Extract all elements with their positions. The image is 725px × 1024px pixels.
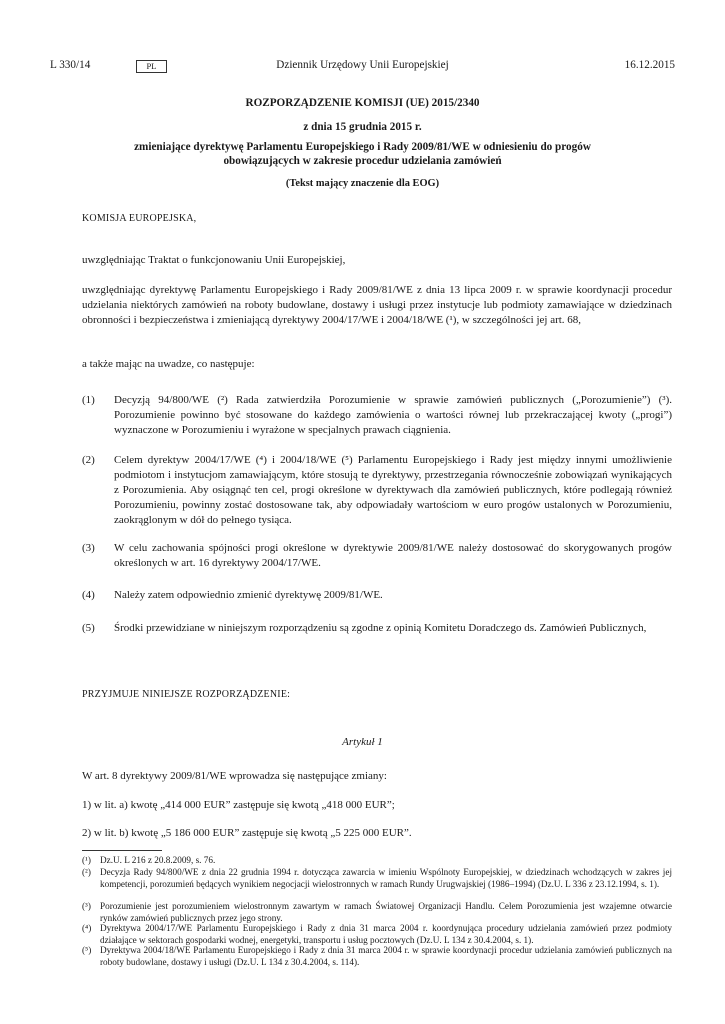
footnote-text: Dz.U. L 216 z 20.8.2009, s. 76.	[100, 855, 216, 865]
recital-number: (4)	[82, 589, 95, 601]
page-header	[50, 59, 675, 75]
recital-text: Środki przewidziane w niniejszym rozporządzeniu są zgodne z opinią Komitetu Doradczego ds. Zamówień Publicznych,	[114, 622, 647, 634]
footnote-number: (¹)	[82, 855, 91, 865]
recital-number: (2)	[82, 454, 95, 466]
recital-number: (1)	[82, 394, 95, 406]
recital-number: (3)	[82, 542, 95, 554]
adopts-line: PRZYJMUJE NINIEJSZE ROZPORZĄDZENIE:	[82, 689, 291, 700]
footnote-number: (⁴)	[82, 923, 92, 933]
regulation-date: z dnia 15 grudnia 2015 r.	[303, 121, 422, 133]
eea-relevance: (Tekst mający znaczenie dla EOG)	[285, 178, 440, 189]
article-item: 2) w lit. b) kwotę „5 186 000 EUR” zastępuje się kwotą „5 225 000 EUR”.	[82, 827, 412, 839]
recital-text: W celu zachowania spójności progi określone w dyrektywie 2009/81/WE należy dostosować do skorygowanych progów określonych w art. 16 dyrektywy 2004/17/WE.	[114, 542, 672, 569]
footnote-divider	[82, 850, 162, 851]
footnote-number: (³)	[82, 901, 91, 911]
footnote-text: Dyrektywa 2004/17/WE Parlamentu Europejskiego i Rady z dnia 31 marca 2004 r. koordynująca procedury udzielania zamówień przez podmioty działające w sektorach gospodarki wodnej, energetyki, transportu i usług pocztowych (Dz.U. L 134 z 30.4.2004, s. 1).	[100, 923, 672, 945]
footnote-text: Dyrektywa 2004/18/WE Parlamentu Europejskiego i Rady z dnia 31 marca 2004 r. w sprawie koordynacji procedur udzielania zamówień publicznych na roboty budowlane, dostawy i usługi (Dz.U. L 134 z 30.4.2004, s. 114).	[100, 945, 672, 967]
footnote-number: (⁵)	[82, 945, 92, 955]
language-badge: PL	[136, 60, 167, 73]
recital-text: Celem dyrektyw 2004/17/WE (⁴) i 2004/18/WE (⁵) Parlamentu Europejskiego i Rady jest między innymi umożliwienie podmiotom i instytucjom zamawiającym, które stosują te dyrektywy, przestrzegania równocześnie zobowiązań wynikających z Porozumienia. Aby osiągnąć ten cel, progi określone w dyrektywach dla zamówień publicznych, które podlegają również Porozumieniu, powinny zostać dostosowane tak, aby odpowiadały wartościom w euro progów ustalonych w Porozumieniu, zaokrąglonym w dół do pełnego tysiąca.	[114, 454, 672, 526]
recital-text: Należy zatem odpowiednio zmienić dyrektywę 2009/81/WE.	[114, 589, 383, 601]
authority-line: KOMISJA EUROPEJSKA,	[82, 213, 197, 224]
article-item: 1) w lit. a) kwotę „414 000 EUR” zastępuje się kwotą „418 000 EUR”;	[82, 799, 395, 811]
treaty-citation: uwzględniając Traktat o funkcjonowaniu Unii Europejskiej,	[82, 254, 346, 266]
directive-citation: uwzględniając dyrektywę Parlamentu Europejskiego i Rady 2009/81/WE z dnia 13 lipca 2009 r. w sprawie koordynacji procedur udzielania niektórych zamówień na roboty budowlane, dostawy i usługi przez instytucje lub podmioty zamawiające w dziedzinach obronności i bezpieczeństwa i zmieniającą dyrektywy 2004/17/WE i 2004/18/WE (¹), w szczególności jej art. 68,	[82, 284, 672, 326]
footnote-number: (²)	[82, 867, 91, 877]
page-reference: L 330/14	[50, 59, 91, 71]
footnote-text: Porozumienie jest porozumieniem wielostronnym zawartym w ramach Światowej Organizacji Handlu. Celem Porozumienia jest wzajemne otwarcie rynków zamówień publicznych przez jego strony.	[100, 901, 672, 923]
footnote-text: Decyzja Rady 94/800/WE z dnia 22 grudnia 1994 r. dotycząca zawarcia w imieniu Wspólnoty Europejskiej, w dziedzinach wchodzących w zakres jej kompetencji, porozumień będących wynikiem negocjacji wielostronnych w ramach Rundy Urugwajskiej (1986–1994) (Dz.U. L 336 z 23.12.1994, s. 1).	[100, 867, 672, 889]
whereas-line: a także mając na uwadze, co następuje:	[82, 358, 255, 370]
regulation-title: ROZPORZĄDZENIE KOMISJI (UE) 2015/2340	[245, 97, 480, 109]
regulation-subject-line1: zmieniające dyrektywę Parlamentu Europejskiego i Rady 2009/81/WE w odniesieniu do progów	[134, 141, 591, 153]
recital-text: Decyzją 94/800/WE (²) Rada zatwierdziła Porozumienie w sprawie zamówień publicznych („Porozumienie”) (³). Porozumienie powinno być stosowane do każdego zamówienia o wartości równej lub przekraczającej kwoty („progi”) wyznaczone w Porozumieniu i wyrażone w specjalnych prawach ciągnienia.	[114, 394, 672, 436]
article-intro: W art. 8 dyrektywy 2009/81/WE wprowadza się następujące zmiany:	[82, 770, 387, 782]
regulation-subject-line2: obowiązujących w zakresie procedur udzielania zamówień	[223, 155, 502, 167]
journal-name: Dziennik Urzędowy Unii Europejskiej	[276, 59, 449, 71]
article-heading: Artykuł 1	[342, 736, 383, 748]
recital-number: (5)	[82, 622, 95, 634]
regulation-subject	[50, 140, 675, 168]
publication-date: 16.12.2015	[624, 59, 675, 71]
